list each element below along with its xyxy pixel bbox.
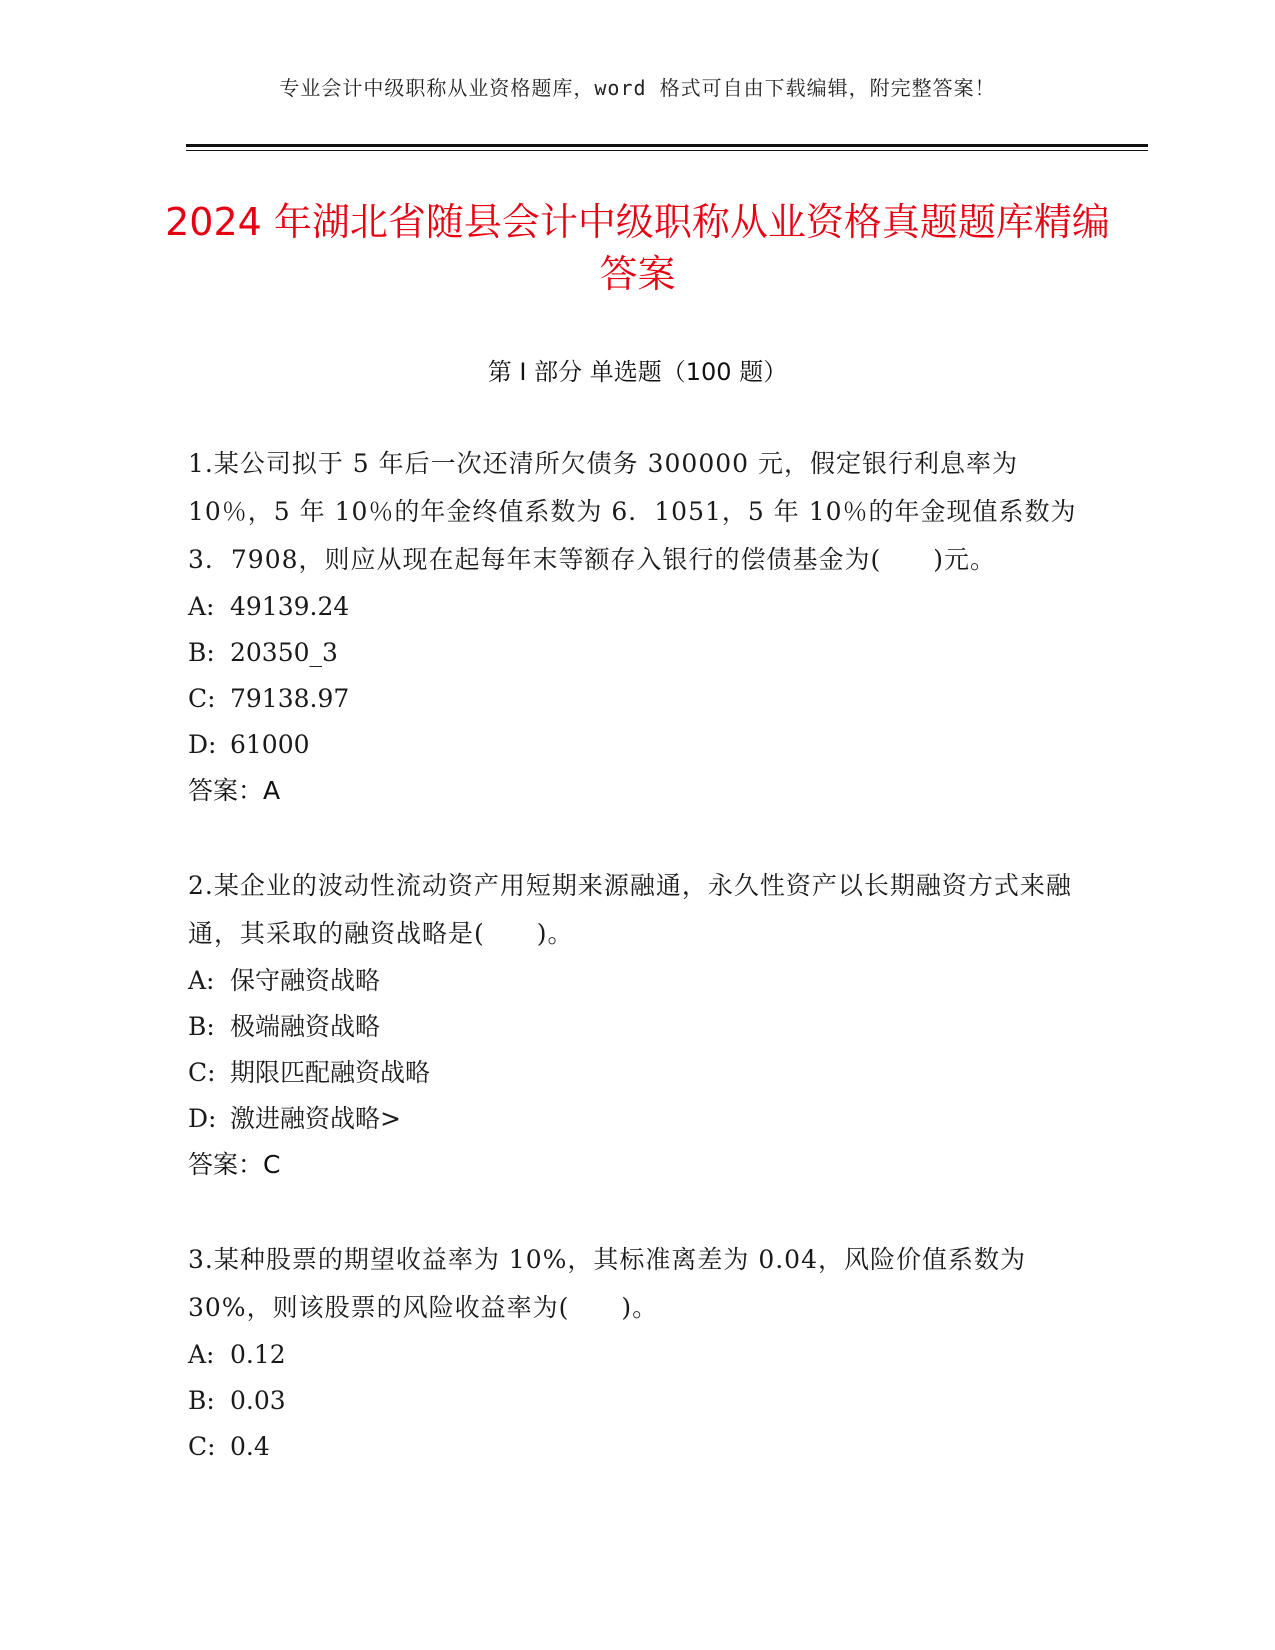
- option-d: [188, 1096, 1088, 1142]
- option-text: 20350_3: [230, 638, 338, 667]
- option-a: [188, 584, 1088, 630]
- option-text: 61000: [230, 730, 310, 759]
- option-c: [188, 676, 1088, 722]
- option-key: A:: [188, 592, 215, 621]
- option-text: 0.03: [230, 1386, 286, 1415]
- option-c: [188, 1050, 1088, 1096]
- option-key: A:: [188, 1340, 215, 1369]
- option-text: 49139.24: [230, 592, 350, 621]
- question-2: [188, 862, 1088, 1188]
- question-stem: 1.某公司拟于 5 年后一次还清所欠债务 300000 元，假定银行利息率为 10％，5 年 10％的年金终值系数为 6．1051，5 年 10％的年金现值系数为 3．7908，则应从现在起每年末等额存入银行的偿债基金为( )元。: [188, 449, 1077, 574]
- option-text: 期限匹配融资战略: [230, 1058, 431, 1087]
- option-key: B:: [188, 1386, 215, 1415]
- option-b: [188, 1378, 1088, 1424]
- option-key: C:: [188, 684, 216, 713]
- answer-label: 答案：: [188, 776, 264, 805]
- answer-line: [188, 768, 1088, 814]
- option-key: D:: [188, 1104, 217, 1133]
- option-key: A:: [188, 966, 215, 995]
- question-stem: 3.某种股票的期望收益率为 10%，其标准离差为 0.04，风险价值系数为 30%，则该股票的风险收益率为( )。: [188, 1245, 1026, 1322]
- option-key: C:: [188, 1432, 216, 1461]
- option-key: B:: [188, 638, 215, 667]
- option-key: D:: [188, 730, 217, 759]
- header-rule-thick: [186, 144, 1148, 147]
- answer-value: A: [263, 776, 281, 805]
- section-title: 第 I 部分 单选题（100 题）: [487, 358, 788, 386]
- option-c: [188, 1424, 1088, 1470]
- question-3: [188, 1236, 1088, 1470]
- document-title: 2024 年湖北省随县会计中级职称从业资格真题题库精编答案: [165, 200, 1110, 296]
- option-text: 保守融资战略: [230, 966, 381, 995]
- question-list: [188, 440, 1088, 1518]
- option-key: C:: [188, 1058, 216, 1087]
- header-note: 专业会计中级职称从业资格题库，word 格式可自由下载编辑，附完整答案！: [279, 76, 996, 100]
- header-rule-thin: [186, 150, 1148, 151]
- option-text: 0.12: [230, 1340, 286, 1369]
- option-text: 极端融资战略: [230, 1012, 381, 1041]
- option-text: 0.4: [230, 1432, 270, 1461]
- answer-line: [188, 1142, 1088, 1188]
- option-b: [188, 630, 1088, 676]
- question-1: [188, 440, 1088, 814]
- option-a: [188, 1332, 1088, 1378]
- question-stem: 2.某企业的波动性流动资产用短期来源融通，永久性资产以长期融资方式来融通，其采取的融资战略是( )。: [188, 871, 1072, 948]
- answer-label: 答案：: [188, 1150, 264, 1179]
- answer-value: C: [263, 1150, 281, 1179]
- option-text: 79138.97: [230, 684, 350, 713]
- option-text: 激进融资战略>: [230, 1104, 401, 1133]
- option-key: B:: [188, 1012, 215, 1041]
- option-a: [188, 958, 1088, 1004]
- option-d: [188, 722, 1088, 768]
- option-b: [188, 1004, 1088, 1050]
